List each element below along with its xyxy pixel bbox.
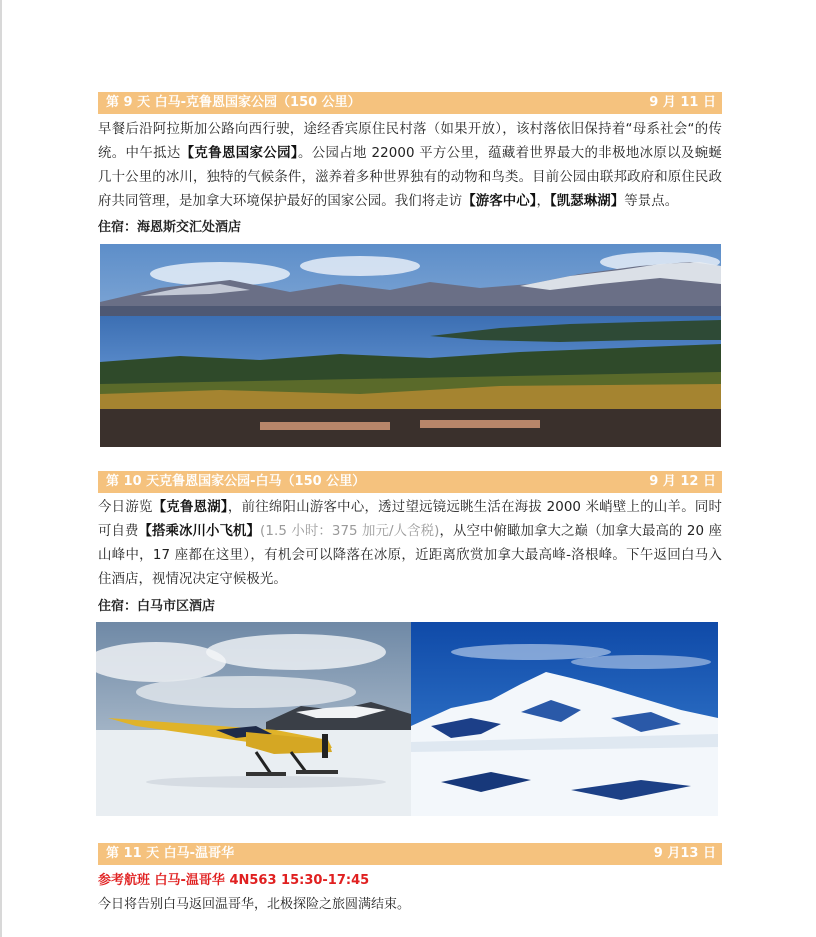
day9-title: 第 9 天 白马-克鲁恩国家公园（150 公里） bbox=[106, 95, 361, 110]
day10-title: 第 10 天克鲁恩国家公园-白马（150 公里） bbox=[106, 474, 366, 489]
day11-header bbox=[98, 843, 722, 865]
day10-text-3: ，从空中俯瞰加拿大之巅（加拿大最高的 20 座山峰中，17 座都在这里），有机会可以降落在冰原，近距离欣赏加拿大最高峰-洛根峰。下午返回白马入住酒店，视情况决定守候极光。 bbox=[98, 524, 722, 587]
day10-description bbox=[98, 496, 722, 592]
day10-stay: 住宿：白马市区酒店 bbox=[98, 599, 216, 614]
day10-date: 9 月 12 日 bbox=[649, 474, 716, 489]
snow-mountain-photo bbox=[411, 622, 718, 816]
day10-highlight-plane: 【搭乘冰川小飞机】 bbox=[138, 524, 261, 539]
day11-description: 今日将告别白马返回温哥华，北极探险之旅圆满结束。 bbox=[98, 897, 411, 912]
day9-date: 9 月 11 日 bbox=[649, 95, 716, 110]
day9-description: 早餐后沿阿拉斯加公路向西行驶，途经香宾原住民村落（如果开放），该村落依旧保持着“母系社会“的传统。中午抵达【克鲁恩国家公园】。公园占地 22000 平方公里，蕴藏着世界最大的非极地冰原以及蜿蜒几十公里的冰川，独特的气候条件，滋养着多种世界独有的动物和鸟类。目前公园由联邦政府和原住民政府共同管理，是加拿大环境保护最好的国家公园。我们将走访【游客中心】，【凯瑟琳湖】等景点。 bbox=[98, 122, 722, 209]
day10-text-1: 今日游览 bbox=[98, 500, 153, 515]
day10-price-note: (1.5 小时：375 加元/人含税) bbox=[260, 524, 440, 539]
day9-highlight-park: 【克鲁恩国家公园】 bbox=[180, 146, 298, 161]
day10-highlight-lake: 【克鲁恩湖】 bbox=[152, 500, 228, 515]
day9-header bbox=[98, 92, 722, 114]
glacier-plane-photo bbox=[96, 622, 411, 816]
day9-highlight-visitor-center: 【游客中心】 bbox=[462, 194, 537, 209]
lake-landscape-photo bbox=[100, 244, 721, 447]
day9-text-2: 。公园占地 22000 平方公里，蕴藏着世界最大的非极地冰原以及蜿蜒几十公里的冰川，独特的气候条件，滋养着多种世界独有的动物和鸟类。目前公园由联邦政府和原住民政府共同管理，是加拿大环境保护最好的国家公园。我们将走访 bbox=[98, 146, 722, 209]
day11-flight: 参考航班 白马-温哥华 4N563 15:30-17:45 bbox=[98, 873, 370, 888]
day11-title: 第 11 天 白马-温哥华 bbox=[106, 846, 235, 861]
day9-stay: 住宿：海恩斯交汇处酒店 bbox=[98, 220, 242, 235]
page-edge bbox=[0, 0, 2, 937]
day10-header bbox=[98, 471, 722, 493]
day11-date: 9 月13 日 bbox=[653, 846, 716, 861]
day9-text-1: 早餐后沿阿拉斯加公路向西行驶，途经香宾原住民村落（如果开放），该村落依旧保持着“母系社会“的传统。中午抵达 bbox=[98, 122, 722, 161]
day9-text-3: 等景点。 bbox=[624, 194, 679, 209]
day10-text-2: ，前往绵阳山游客中心，透过望远镜远眺生活在海拔 2000 米峭壁上的山羊。同时可自费 bbox=[98, 500, 722, 539]
day9-highlight-lake: 【凯瑟琳湖】 bbox=[550, 194, 625, 209]
